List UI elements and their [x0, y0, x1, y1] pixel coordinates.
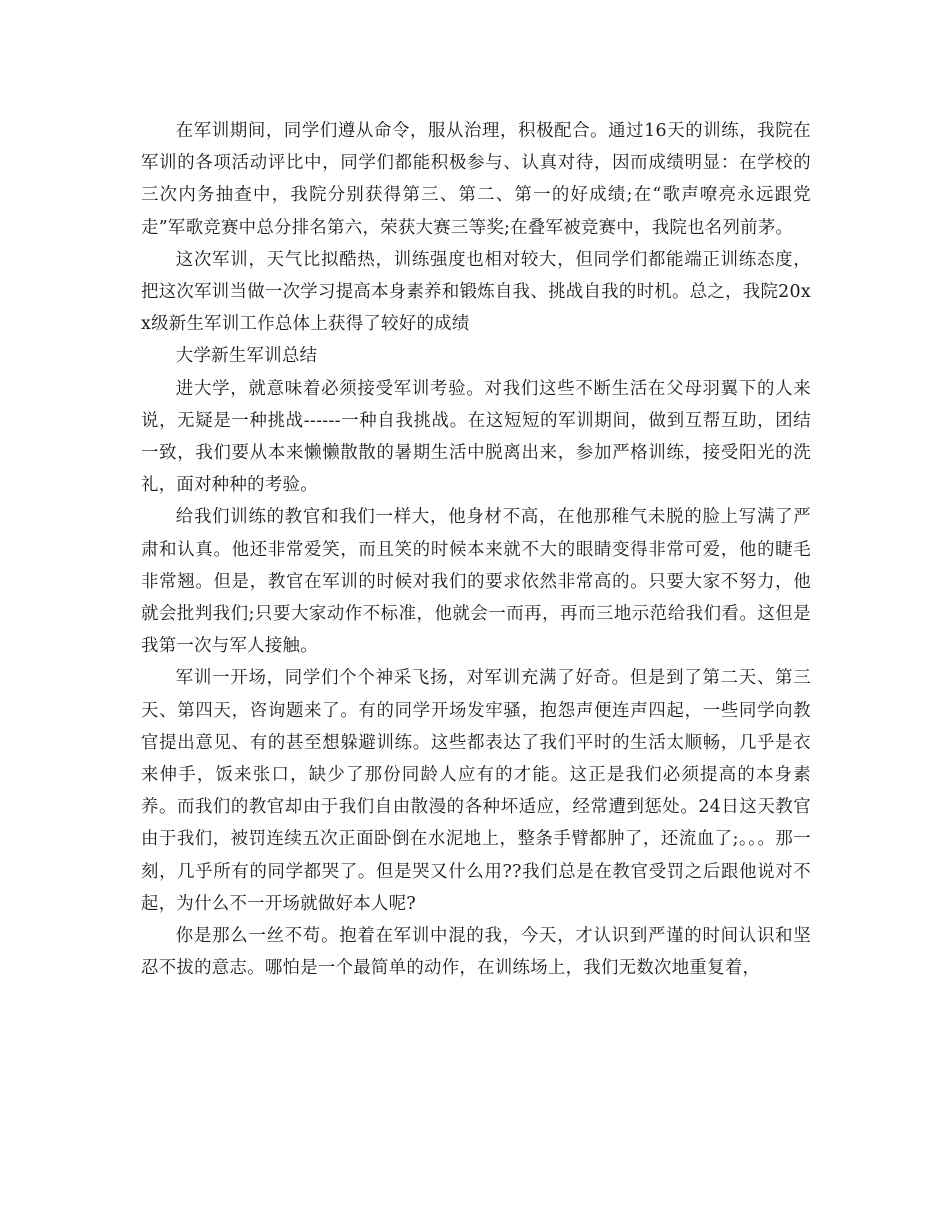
document-body: [141, 115, 811, 984]
paragraph-training-summary: 这次军训，天气比拟酷热，训练强度也相对较大，但同学们都能端正训练态度，把这次军训当做一次学习提高本身素养和锻炼自我、挑战自我的时机。总之，我院20xx级新生军训工作总体上获得了较好的成绩: [141, 249, 811, 335]
paragraph-entering-university: 进大学，就意味着必须接受军训考验。对我们这些不断生活在父母羽翼下的人来说，无疑是一种挑战------一种自我挑战。在这短短的军训期间，做到互帮互助，团结一致，我们要从本来懒懒散散的暑期生活中脱离出来，参加严格训练，接受阳光的洗礼，面对种种的考验。: [141, 378, 811, 496]
section-heading: 大学新生军训总结: [175, 346, 318, 367]
paragraph-instructor: 给我们训练的教官和我们一样大，他身材不高，在他那稚气未脱的脸上写满了严肃和认真。他还非常爱笑，而且笑的时候本来就不大的眼睛变得非常可爱，他的睫毛非常翘。但是，教官在军训的时候对我们的要求依然非常高的。只要大家不努力，他就会批判我们;只要大家动作不标准，他就会一而再，再而三地示范给我们看。这但是我第一次与军人接触。: [141, 507, 811, 657]
paragraph-training-start: 军训一开场，同学们个个神采飞扬，对军训充满了好奇。但是到了第二天、第三天、第四天，咨询题来了。有的同学开场发牢骚，抱怨声便连声四起，一些同学向教官提出意见、有的甚至想躲避训练。这些都表达了我们平时的生活太顺畅，几乎是衣来伸手，饭来张口，缺少了那份同龄人应有的才能。这正是我们必须提高的本身素养。而我们的教官却由于我们自由散漫的各种坏适应，经常遭到惩处。24日这天教官由于我们，被罚连续五次正面卧倒在水泥地上，整条手臂都肿了，还流血了;。。。那一刻，几乎所有的同学都哭了。但是哭又什么用??我们总是在教官受罚之后跟他说对不起，为什么不一开场就做好本人呢?: [141, 668, 811, 914]
paragraph-military-training-results: 在军训期间，同学们遵从命令，服从治理，积极配合。通过16天的训练，我院在军训的各项活动评比中，同学们都能积极参与、认真对待，因而成绩明显：在学校的三次内务抽查中，我院分别获得第三、第二、第一的好成绩;在“歌声嘹亮永远跟党走”军歌竞赛中总分排名第六，荣获大赛三等奖;在叠军被竞赛中，我院也名列前茅。: [141, 121, 811, 238]
paragraph-meticulous: 你是那么一丝不苟。抱着在军训中混的我，今天，才认识到严谨的时间认识和坚忍不拔的意志。哪怕是一个最简单的动作，在训练场上，我们无数次地重复着，: [141, 926, 811, 979]
